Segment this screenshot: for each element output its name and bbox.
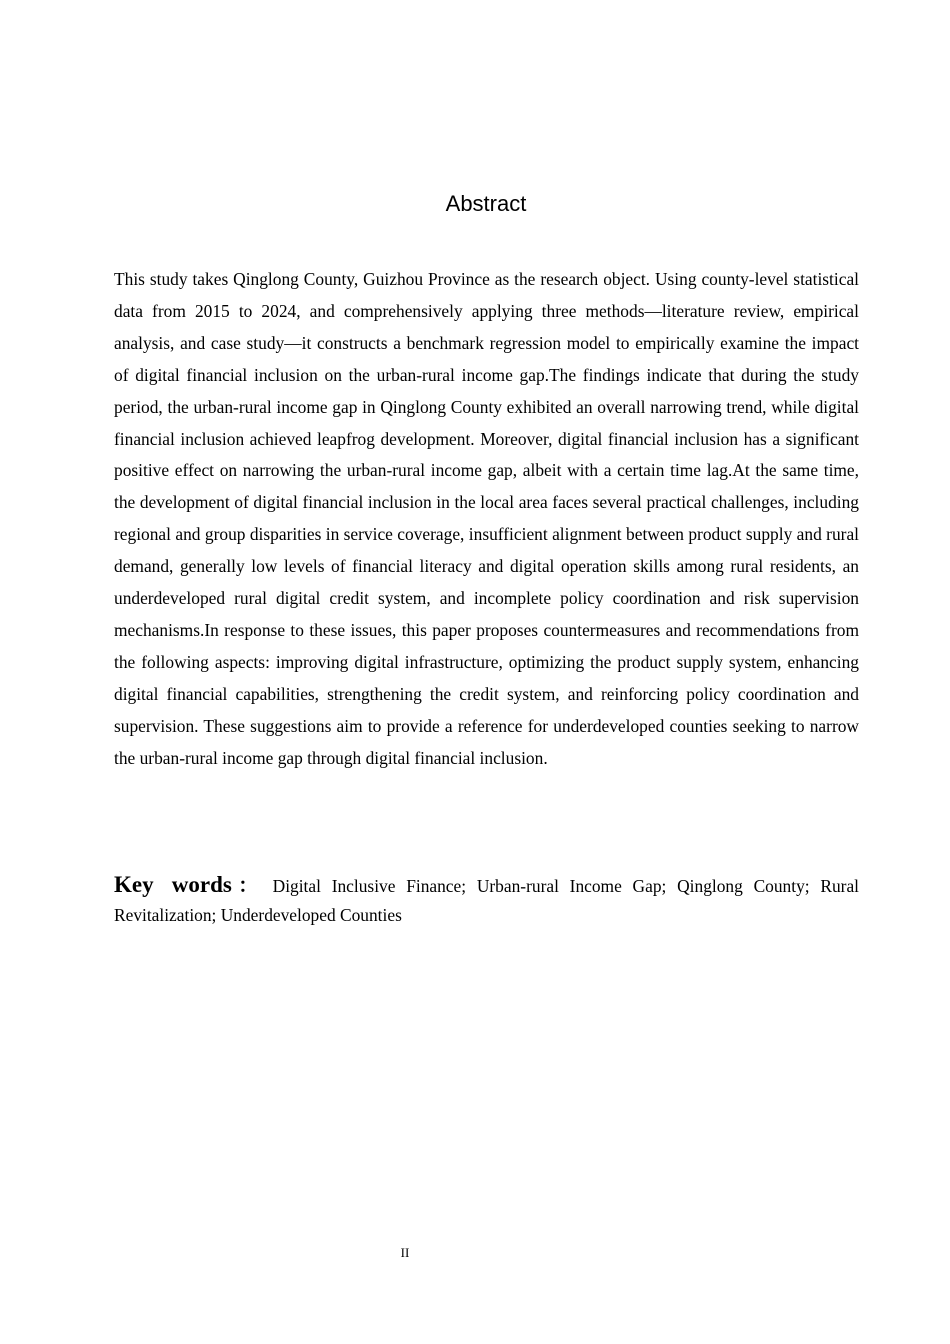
abstract-title: Abstract: [445, 191, 527, 216]
page-number: II: [400, 1245, 410, 1260]
keywords-text: Digital Inclusive Finance; Urban-rural Income Gap; Qinglong County; Rural Revitalization; Underdeveloped Counties: [114, 876, 859, 925]
keywords-label: Key words: [114, 872, 232, 897]
keywords-colon: ：: [231, 875, 265, 897]
keywords-paragraph: [114, 870, 859, 930]
abstract-body: This study takes Qinglong County, Guizhou Province as the research object. Using county-level statistical data from 2015 to 2024, and comprehensively applying three methods—literature review, empirical analysis, and case study—it constructs a benchmark regression model to empirically examine the impact of digital financial inclusion on the urban-rural income gap.The findings indicate that during the study period, the urban-rural income gap in Qinglong County exhibited an overall narrowing trend, while digital financial inclusion achieved leapfrog development. Moreover, digital financial inclusion has a significant positive effect on narrowing the urban-rural income gap, albeit with a certain time lag.At the same time, the development of digital financial inclusion in the local area faces several practical challenges, including regional and group disparities in service coverage, insufficient alignment between product supply and rural demand, generally low levels of financial literacy and digital operation skills among rural residents, an underdeveloped rural digital credit system, and incomplete policy coordination and risk supervision mechanisms.In response to these issues, this paper proposes countermeasures and recommendations from the following aspects: improving digital infrastructure, optimizing the product supply system, enhancing digital financial capabilities, strengthening the credit system, and reinforcing policy coordination and supervision. These suggestions aim to provide a reference for underdeveloped counties seeking to narrow the urban-rural income gap through digital financial inclusion.: [114, 269, 859, 768]
